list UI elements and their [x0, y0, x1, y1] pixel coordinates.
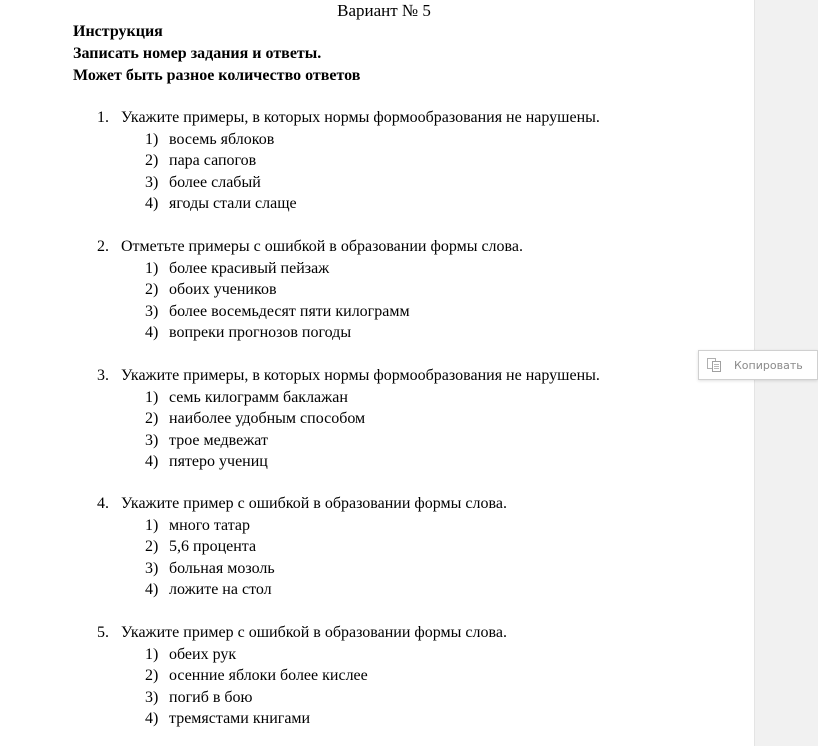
- answer-option: [97, 579, 507, 601]
- answer-option: [97, 536, 507, 558]
- option-number: 2): [145, 410, 159, 427]
- question-number: 3.: [97, 367, 109, 384]
- option-text: трое медвежат: [169, 431, 268, 449]
- option-number: 2): [145, 667, 159, 684]
- copy-icon: [706, 357, 722, 373]
- answer-option: [97, 301, 523, 323]
- answer-option: [97, 150, 600, 172]
- option-text: осенние яблоки более кислее: [169, 667, 368, 684]
- question-number: 4.: [97, 495, 109, 512]
- answer-option: [97, 451, 600, 473]
- option-text: семь килограмм баклажан: [169, 388, 348, 406]
- option-number: 1): [145, 645, 159, 663]
- question-2: [97, 236, 523, 344]
- question-text: Укажите примеры, в которых нормы формообразования не нарушены.: [121, 109, 600, 126]
- question-1: [97, 107, 600, 215]
- copy-label: Копировать: [734, 358, 803, 372]
- question-heading: [97, 236, 523, 258]
- option-text: пятеро учениц: [169, 453, 268, 470]
- answer-option: [97, 708, 507, 730]
- answer-option: [97, 258, 523, 280]
- option-number: 1): [145, 516, 159, 534]
- option-text: 5,6 процента: [169, 538, 257, 555]
- option-text: больная мозоль: [169, 559, 275, 577]
- question-number: 5.: [97, 624, 109, 641]
- answer-option: [97, 129, 600, 151]
- option-number: 3): [145, 302, 159, 320]
- question-heading: [97, 365, 600, 387]
- question-5: [97, 622, 507, 730]
- option-text: более красивый пейзаж: [169, 259, 330, 277]
- question-text: Укажите примеры, в которых нормы формообразования не нарушены.: [121, 367, 600, 384]
- option-number: 4): [145, 710, 159, 727]
- option-number: 3): [145, 559, 159, 577]
- instruction-heading: Инструкция: [73, 23, 163, 40]
- answer-option: [97, 644, 507, 666]
- option-number: 1): [145, 130, 159, 148]
- question-text: Укажите пример с ошибкой в образовании формы слова.: [121, 624, 507, 641]
- option-text: погиб в бою: [169, 688, 253, 706]
- option-number: 2): [145, 281, 159, 298]
- question-number: 2.: [97, 238, 109, 255]
- option-number: 3): [145, 431, 159, 449]
- option-number: 1): [145, 388, 159, 406]
- option-number: 4): [145, 324, 159, 341]
- option-text: восемь яблоков: [169, 130, 275, 148]
- option-text: обеих рук: [169, 645, 237, 663]
- answer-option: [97, 430, 600, 452]
- question-heading: [97, 107, 600, 129]
- question-text: Отметьте примеры с ошибкой в образовании формы слова.: [121, 238, 523, 255]
- option-text: наиболее удобным способом: [169, 410, 366, 427]
- option-number: 3): [145, 688, 159, 706]
- answer-option: [97, 322, 523, 344]
- option-number: 2): [145, 538, 159, 555]
- option-number: 3): [145, 173, 159, 191]
- answer-option: [97, 515, 507, 537]
- option-text: пара сапогов: [169, 152, 257, 169]
- option-text: много татар: [169, 516, 251, 534]
- option-text: ложите на стол: [169, 581, 272, 598]
- option-number: 2): [145, 152, 159, 169]
- answer-option: [97, 387, 600, 409]
- option-text: тремястами книгами: [169, 710, 311, 727]
- answer-option: [97, 279, 523, 301]
- option-text: ягоды стали слаще: [169, 195, 297, 212]
- option-number: 4): [145, 453, 159, 470]
- question-4: [97, 493, 507, 601]
- answer-option: [97, 408, 600, 430]
- option-number: 4): [145, 581, 159, 598]
- question-number: 1.: [97, 109, 109, 126]
- answer-option: [97, 172, 600, 194]
- copy-button[interactable]: [698, 350, 818, 380]
- question-text: Укажите пример с ошибкой в образовании формы слова.: [121, 495, 507, 512]
- answer-option: [97, 193, 600, 215]
- option-text: обоих учеников: [169, 281, 277, 298]
- instruction-line: Может быть разное количество ответов: [73, 67, 361, 84]
- option-number: 1): [145, 259, 159, 277]
- option-text: более слабый: [169, 173, 261, 191]
- answer-option: [97, 665, 507, 687]
- question-heading: [97, 622, 507, 644]
- document-title: Вариант № 5: [337, 1, 431, 20]
- instruction-block: [73, 21, 360, 87]
- answer-option: [97, 687, 507, 709]
- answer-option: [97, 558, 507, 580]
- instruction-line: Записать номер задания и ответы.: [73, 45, 322, 62]
- option-number: 4): [145, 195, 159, 212]
- question-3: [97, 365, 600, 473]
- option-text: более восемьдесят пяти килограмм: [169, 302, 410, 320]
- option-text: вопреки прогнозов погоды: [169, 324, 352, 341]
- question-heading: [97, 493, 507, 515]
